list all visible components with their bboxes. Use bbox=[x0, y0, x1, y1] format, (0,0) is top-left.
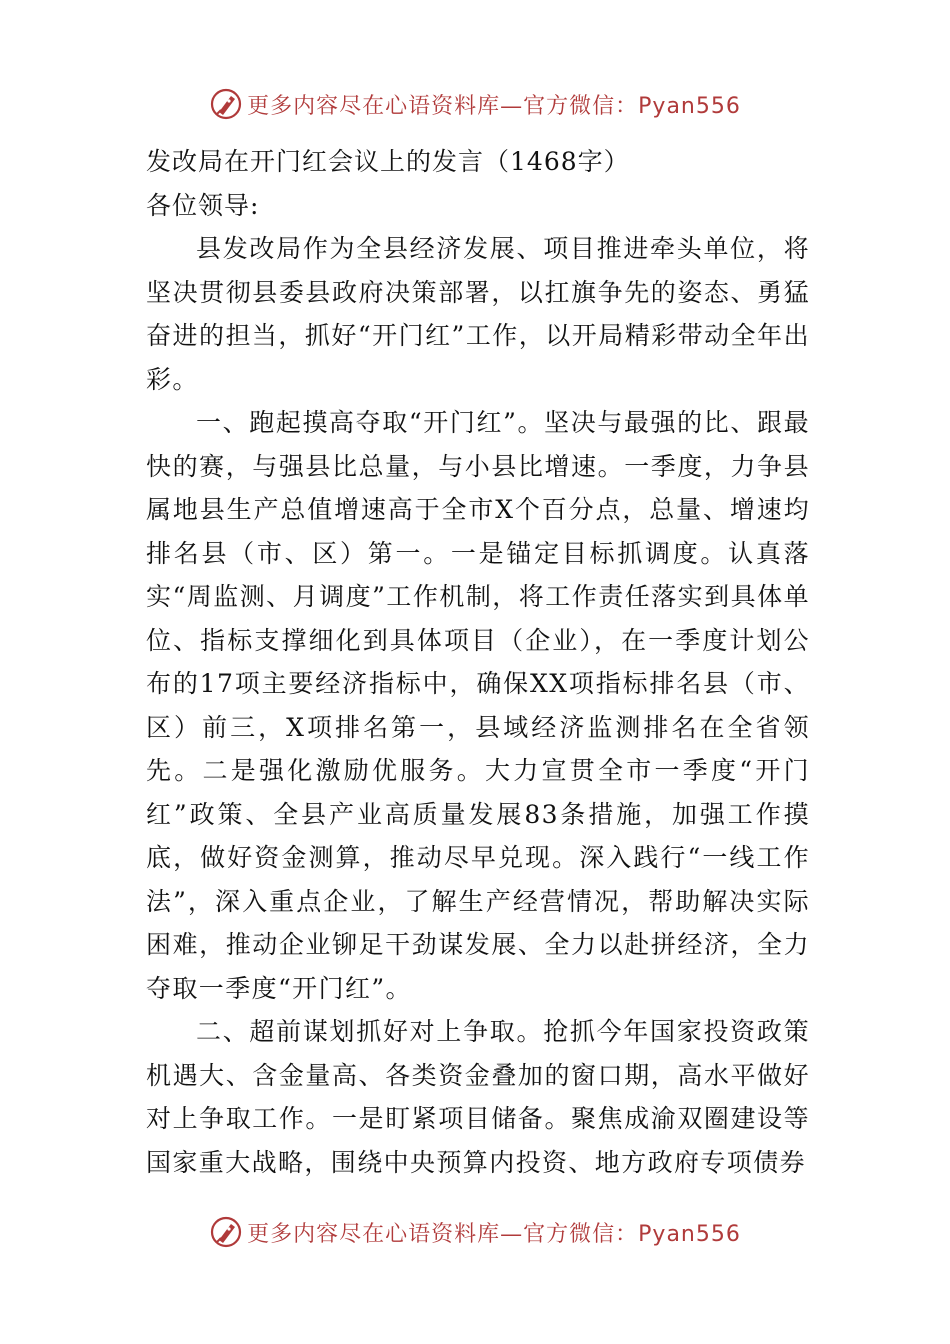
document-title: 发改局在开门红会议上的发言（1468字） bbox=[146, 147, 630, 176]
banner-separator: — bbox=[500, 93, 524, 119]
header-banner bbox=[0, 84, 950, 124]
document-body bbox=[146, 140, 810, 1184]
banner-wechat-id: Pyan556 bbox=[638, 93, 741, 119]
paragraph-section-1: 一、跑起摸高夺取“开门红”。坚决与最强的比、跟最快的赛，与强县比总量，与小县比增速。一季度，力争县属地县生产总值增速高于全市X个百分点，总量、增速均排名县（市、区）第一。一是锚定目标抓调度。认真落实“周监测、月调度”工作机制，将工作责任落实到具体单位、指标支撑细化到具体项目（企业），在一季度计划公布的17项主要经济指标中，确保XX项指标排名县（市、区）前三，X项排名第一，县域经济监测排名在全省领先。二是强化激励优服务。大力宣贯全市一季度“开门红”政策、全县产业高质量发展83条措施，加强工作摸底，做好资金测算，推动尽早兑现。深入践行“一线工作法”，深入重点企业，了解生产经营情况，帮助解决实际困难，推动企业铆足干劲谋发展、全力以赴拼经济，全力夺取一季度“开门红”。 bbox=[146, 408, 810, 1003]
banner-main-text: 更多内容尽在心语资料库 bbox=[247, 93, 501, 119]
footer-banner bbox=[0, 1212, 950, 1252]
paragraph-section-2: 二、超前谋划抓好对上争取。抢抓今年国家投资政策机遇大、含金量高、各类资金叠加的窗口期，高水平做好对上争取工作。一是盯紧项目储备。聚焦成渝双圈建设等国家重大战略，围绕中央预算内投资、地方政府专项债券 bbox=[146, 1017, 810, 1177]
banner-text bbox=[247, 89, 741, 120]
banner-separator: — bbox=[500, 1221, 524, 1247]
banner-wechat-id: Pyan556 bbox=[638, 1221, 741, 1247]
banner-text bbox=[247, 1217, 741, 1248]
banner-official-label: 官方微信： bbox=[523, 1221, 639, 1247]
banner-main-text: 更多内容尽在心语资料库 bbox=[247, 1221, 501, 1247]
pen-nib-seal-icon bbox=[209, 1215, 243, 1249]
pen-nib-seal-icon bbox=[209, 87, 243, 121]
salutation: 各位领导: bbox=[146, 190, 260, 220]
banner-official-label: 官方微信： bbox=[523, 93, 639, 119]
paragraph-intro: 县发改局作为全县经济发展、项目推进牵头单位，将坚决贯彻县委县政府决策部署，以扛旗争先的姿态、勇猛奋进的担当，抓好“开门红”工作，以开局精彩带动全年出彩。 bbox=[146, 234, 810, 394]
